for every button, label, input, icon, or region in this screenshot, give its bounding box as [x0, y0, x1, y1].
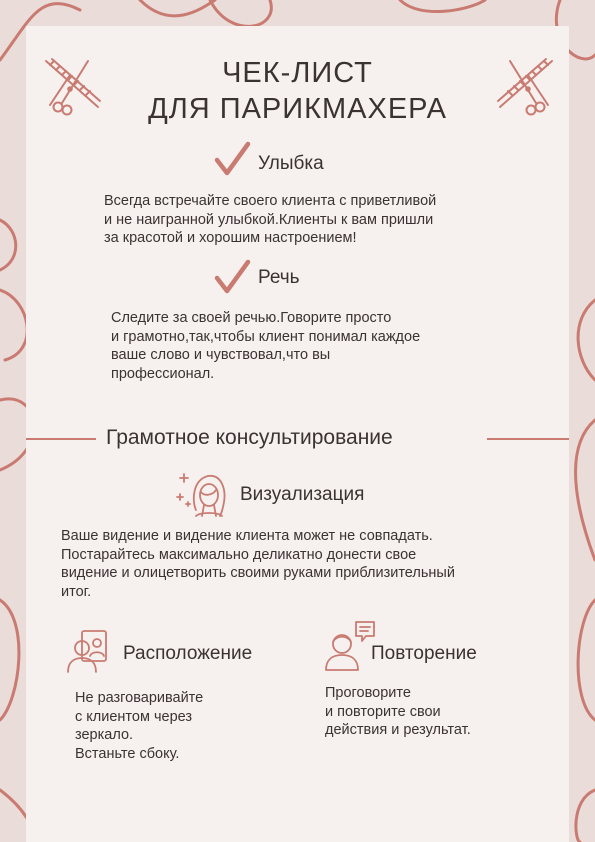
section-text-repeat: Проговорите и повторите свои действия и результат.	[325, 685, 471, 738]
section-text-speech: Следите за своей речью.Говорите просто и грамотно,так,чтобы клиент понимал каждое ваше слово и чувствовал,что вы профессионал.	[111, 310, 421, 382]
divider-line-left	[26, 438, 96, 440]
divider-line-right	[487, 438, 569, 440]
section-heading-speech: Речь	[258, 267, 300, 288]
page-title-line2: ДЛЯ ПАРИКМАХЕРА	[148, 93, 447, 125]
section-text-smile: Всегда встречайте своего клиента с приветливой и не наигранной улыбкой.Клиенты к вам пришли за красотой и хорошим настроением!	[104, 193, 437, 246]
section-text-visualization: Ваше видение и видение клиента может не совпадать. Постарайтесь максимально деликатно донести свое видение и олицетворить своими руками приблизительный итог.	[61, 528, 455, 600]
section-heading-visualization: Визуализация	[240, 484, 365, 505]
section-heading-smile: Улыбка	[258, 153, 324, 174]
section-heading-repeat: Повторение	[371, 643, 477, 664]
checkmark-icon	[212, 140, 252, 180]
divider-heading: Грамотное консультирование	[106, 426, 393, 449]
checkmark-icon	[212, 258, 252, 298]
section-text-position: Не разговаривайте с клиентом через зеркало. Встаньте сбоку.	[75, 690, 204, 762]
woman-sparkle-icon	[174, 462, 234, 522]
page-title-line1: ЧЕК-ЛИСТ	[222, 57, 373, 89]
person-chat-icon	[322, 620, 378, 672]
mirror-person-icon	[66, 628, 112, 674]
section-heading-position: Расположение	[123, 643, 253, 664]
